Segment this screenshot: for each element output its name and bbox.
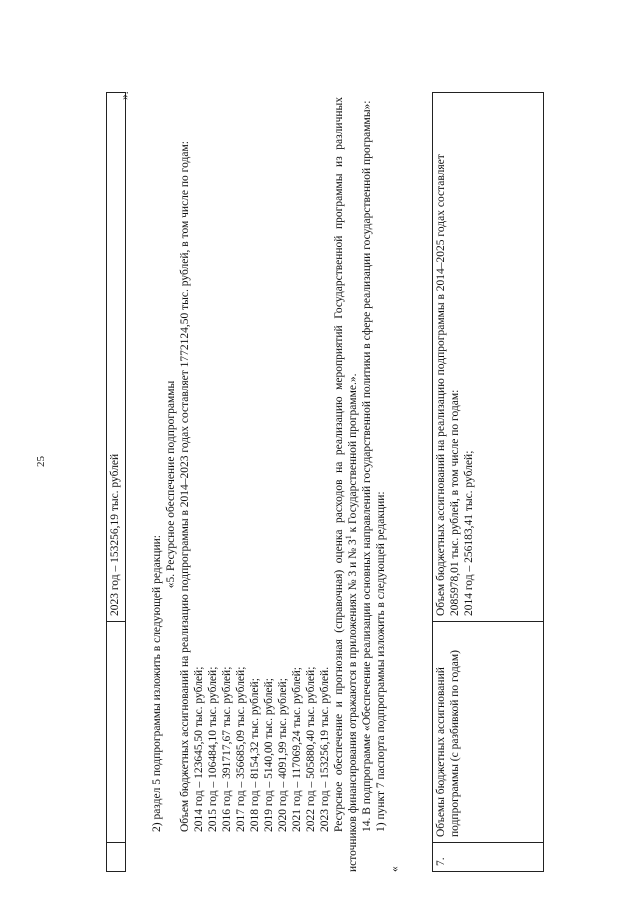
table-row bbox=[107, 93, 126, 872]
rotated-content bbox=[32, 92, 552, 872]
superscript: 1 bbox=[344, 535, 354, 540]
body-text bbox=[150, 97, 402, 872]
list-item: 2014 год – 123645,50 тыс. рублей; bbox=[193, 666, 205, 832]
table-cell-empty bbox=[107, 843, 126, 872]
table-cell-value bbox=[433, 93, 544, 622]
table-row bbox=[433, 93, 544, 872]
page-number: 25 bbox=[35, 456, 47, 467]
section-heading: «5. Ресурсное обеспечение подпрограммы bbox=[165, 380, 177, 589]
value-2014: 2014 год – 256183,41 тыс. рублей; bbox=[463, 450, 475, 616]
list-item: 2015 год – 106484,10 тыс. рублей; bbox=[207, 666, 219, 832]
resource-text-end: к Государственной программе.». bbox=[347, 373, 359, 536]
list-item: 2016 год – 391717,67 тыс. рублей; bbox=[221, 666, 233, 832]
list-item: 2019 год – 5140,00 тыс. рублей; bbox=[263, 678, 275, 832]
table-cell-2023: 2023 год – 153256,19 тыс. рублей bbox=[107, 93, 126, 622]
resource-paragraph bbox=[332, 97, 360, 872]
open-quote: « bbox=[389, 866, 401, 872]
top-table bbox=[106, 92, 126, 872]
list-item: 2020 год – 4091,99 тыс. рублей; bbox=[277, 678, 289, 832]
item1-paragraph: 1) пункт 7 паспорта подпрограммы изложить в следующей редакции: bbox=[375, 491, 387, 832]
resource-text: Ресурсное обеспечение и прогнозная (справочная) оценка расходов на реализацию мероприятий Государственной программы из различных источников финансирования отражаются в приложениях № 3 и № 3 bbox=[333, 97, 359, 872]
list-item: 2017 год – 356685,09 тыс. рублей; bbox=[235, 666, 247, 832]
table-cell-empty bbox=[107, 622, 126, 843]
table-cell-label: Объемы бюджетных ассигнований подпрограммы (с разбивкой по годам) bbox=[433, 622, 544, 843]
value-main: Объем бюджетных ассигнований на реализацию подпрограммы в 2014–2025 годах составляет 2085978,01 тыс. рублей, в том числе по годам: bbox=[435, 154, 461, 616]
list-item: 2023 год – 153256,19 тыс. рублей. bbox=[319, 666, 331, 832]
table-cell-number: 7. bbox=[433, 843, 544, 872]
list-item: 2022 год – 505880,40 тыс. рублей; bbox=[305, 666, 317, 832]
passport-table bbox=[432, 92, 544, 872]
item2-paragraph: 2) раздел 5 подпрограммы изложить в следующей редакции: bbox=[151, 535, 163, 832]
years-list bbox=[192, 97, 332, 872]
volume-paragraph: Объем бюджетных ассигнований на реализацию подпрограммы в 2014–2023 годах составляет 1772124,50 тыс. рублей, в том числе по годам: bbox=[179, 141, 191, 832]
item14-paragraph: 14. В подпрограмме «Обеспечение реализации основных направлений государственной политики в сфере реализации государственной программы»: bbox=[361, 100, 373, 832]
list-item: 2021 год – 117069,24 тыс. рублей; bbox=[291, 667, 303, 832]
closing-mark: ». bbox=[119, 91, 131, 100]
list-item: 2018 год – 8154,32 тыс. рублей; bbox=[249, 678, 261, 832]
